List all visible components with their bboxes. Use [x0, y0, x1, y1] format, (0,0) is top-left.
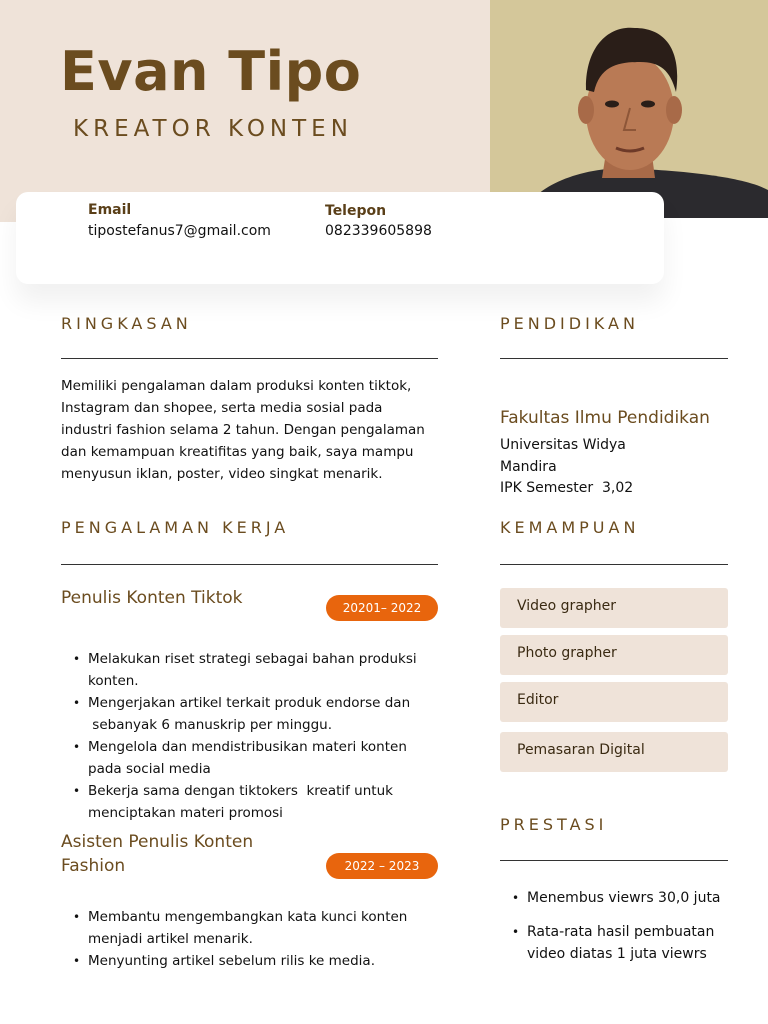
skill-chip: Photo grapher: [500, 635, 728, 675]
list-item: [61, 648, 461, 692]
list-item: [500, 921, 740, 965]
job-title-line: Penulis Konten Tiktok: [61, 588, 243, 608]
header-background: [0, 0, 490, 222]
skills-title: KEMAMPUAN: [500, 518, 640, 537]
list-item-line: • Menyunting artikel sebelum rilis ke media.: [88, 953, 375, 969]
experience-title: PENGALAMAN KERJA: [61, 518, 290, 537]
profile-photo: [490, 0, 768, 218]
list-item-line: • Mengelola dan mendistribusikan materi konten: [88, 739, 407, 755]
experience-divider: [61, 564, 438, 565]
email-value[interactable]: tipostefanus7@gmail.com: [88, 223, 271, 239]
education-university: Universitas Widya: [500, 437, 626, 453]
education-university-cont: Mandira: [500, 459, 557, 475]
summary-line: Instagram dan shopee, serta media sosial pada: [61, 400, 383, 416]
skill-chip: Editor: [500, 682, 728, 722]
list-item-line: • Menembus viewrs 30,0 juta: [527, 890, 721, 906]
person-portrait-icon: [490, 0, 768, 218]
list-item-line: • Mengerjakan artikel terkait produk endorse dan: [88, 695, 411, 711]
list-item-line: konten.: [88, 673, 139, 689]
candidate-name: Evan Tipo: [60, 40, 362, 103]
email-label: Email: [88, 202, 132, 218]
list-item: [61, 692, 461, 736]
summary-text: [61, 375, 461, 485]
summary-divider: [61, 358, 438, 359]
job-period-badge: 2022 – 2023: [326, 853, 438, 879]
skills-divider: [500, 564, 728, 565]
list-item: [61, 736, 461, 780]
list-item-line: sebanyak 6 manuskrip per minggu.: [88, 717, 332, 733]
education-divider: [500, 358, 728, 359]
education-gpa: IPK Semester 3,02: [500, 480, 634, 496]
summary-line: Memiliki pengalaman dalam produksi konten tiktok,: [61, 378, 412, 394]
summary-line: industri fashion selama 2 tahun. Dengan pengalaman: [61, 422, 425, 438]
contact-card: [16, 192, 664, 284]
education-faculty: Fakultas Ilmu Pendidikan: [500, 408, 710, 428]
achievements-divider: [500, 860, 728, 861]
list-item-line: menjadi artikel menarik.: [88, 931, 253, 947]
list-item-line: pada social media: [88, 761, 211, 777]
job-title-line: Asisten Penulis Konten: [61, 832, 254, 852]
achievements-title: PRESTASI: [500, 815, 608, 834]
phone-value[interactable]: 082339605898: [325, 223, 432, 239]
list-item-line: • Membantu mengembangkan kata kunci konten: [88, 909, 408, 925]
list-item: [500, 887, 740, 909]
skill-chip: Pemasaran Digital: [500, 732, 728, 772]
candidate-role: KREATOR KONTEN: [73, 116, 353, 142]
job-duties-list: [61, 648, 461, 824]
list-item: [61, 950, 461, 972]
job-title-line: Fashion: [61, 856, 126, 876]
list-item: [61, 780, 461, 824]
list-item-line: video diatas 1 juta viewrs: [527, 946, 707, 962]
list-item: [61, 906, 461, 950]
education-title: PENDIDIKAN: [500, 314, 639, 333]
achievements-list: [500, 887, 740, 965]
list-item-line: • Melakukan riset strategi sebagai bahan produksi: [88, 651, 417, 667]
job-title: [61, 830, 253, 878]
phone-label: Telepon: [325, 203, 387, 219]
summary-title: RINGKASAN: [61, 314, 192, 333]
summary-line: menyusun iklan, poster, video singkat menarik.: [61, 466, 383, 482]
list-item-line: • Bekerja sama dengan tiktokers kreatif untuk: [88, 783, 393, 799]
list-item-line: menciptakan materi promosi: [88, 805, 283, 821]
job-period-badge: 20201– 2022: [326, 595, 438, 621]
list-item-line: • Rata-rata hasil pembuatan: [527, 924, 715, 940]
job-duties-list: [61, 906, 461, 972]
skill-chip: Video grapher: [500, 588, 728, 628]
summary-line: dan kemampuan kreatifitas yang baik, saya mampu: [61, 444, 414, 460]
job-title: [61, 586, 242, 610]
